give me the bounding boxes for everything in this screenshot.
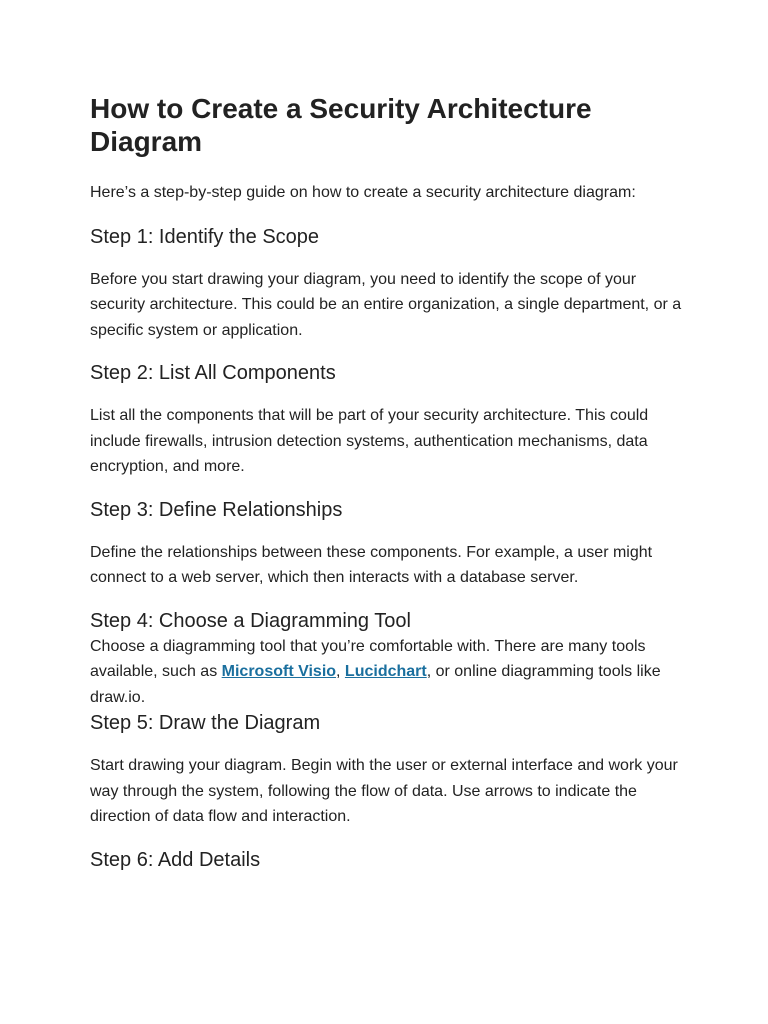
step-4-body [90,634,682,711]
step-6-heading: Step 6: Add Details [90,848,261,871]
step-5-body: Start drawing your diagram. Begin with the user or external interface and work your way through the system, following the flow of data. Use arrows to indicate the direction of data flow and interaction. [90,757,678,825]
microsoft-visio-link[interactable]: Microsoft Visio [221,663,337,680]
step-4-text-after: , or online diagramming tools like draw.io. [90,663,661,706]
page-title: How to Create a Security Architecture Diagram [90,93,592,157]
step-3-body: Define the relationships between these components. For example, a user might connect to a web server, which then interacts with a database server. [90,543,653,586]
step-4-heading: Step 4: Choose a Diagramming Tool [90,609,411,632]
step-4-separator: , [336,663,345,680]
intro-paragraph: Here’s a step-by-step guide on how to create a security architecture diagram: [90,184,636,201]
lucidchart-link[interactable]: Lucidchart [344,663,427,680]
article [90,92,682,873]
step-4-text-before: Choose a diagramming tool that you’re comfortable with. There are many tools available, such as [90,637,646,680]
step-2-heading: Step 2: List All Components [90,362,336,384]
step-5-heading: Step 5: Draw the Diagram [90,712,321,734]
step-1-heading: Step 1: Identify the Scope [90,225,320,248]
step-3-heading: Step 3: Define Relationships [90,498,343,521]
step-2-body: List all the components that will be part of your security architecture. This could include firewalls, intrusion detection systems, authentication mechanisms, data encryption, and more. [90,407,649,475]
step-1-body: Before you start drawing your diagram, you need to identify the scope of your security architecture. This could be an entire organization, a single department, or a specific system or application. [90,270,682,339]
